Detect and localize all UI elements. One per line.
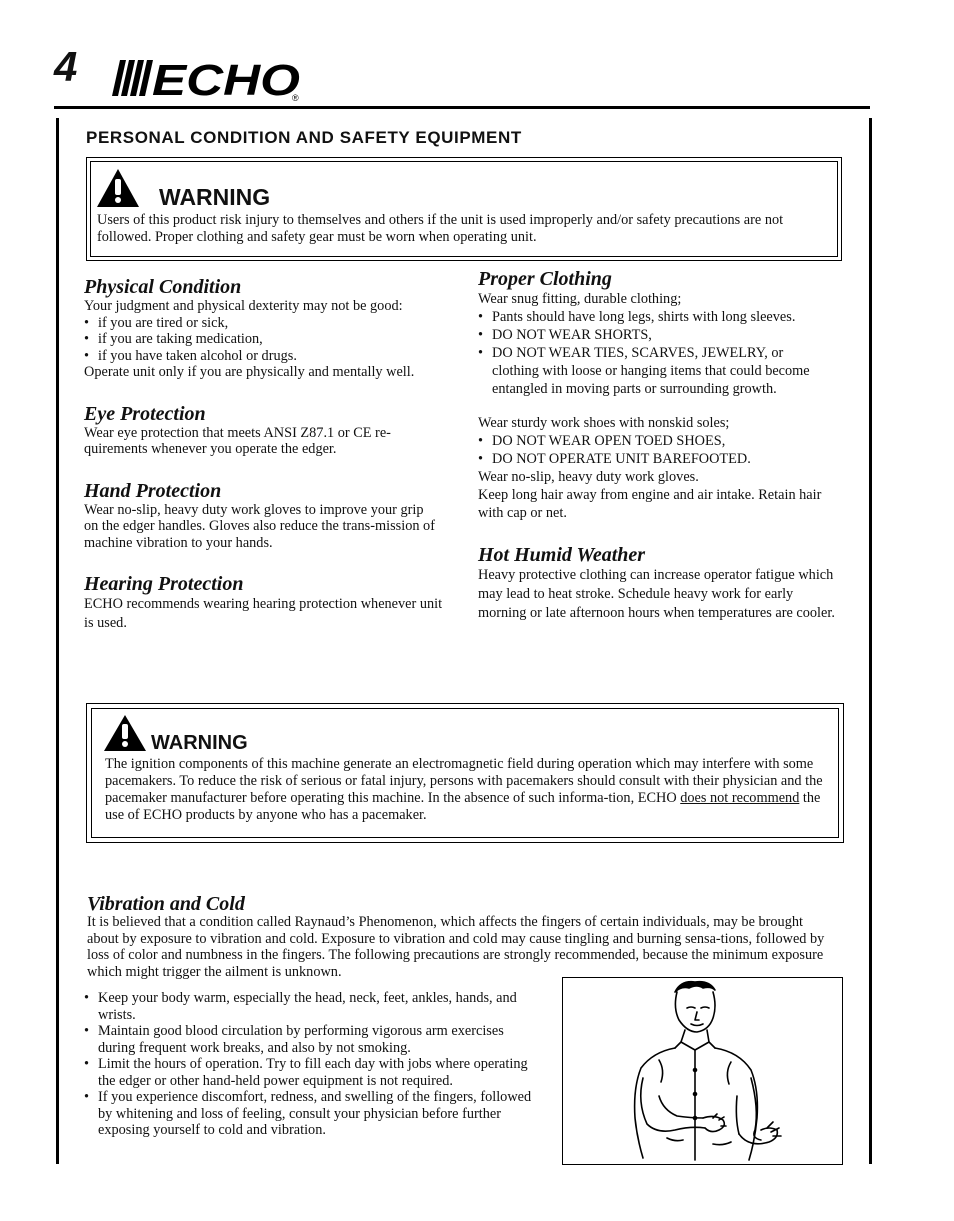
precaution-item: • Keep your body warm, especially the head, neck, feet, ankles, hands, and wrists.	[84, 990, 534, 1023]
clothing-item: • DO NOT WEAR TIES, SCARVES, JEWELRY, or clothing with loose or hanging items that could become entangled in moving parts or surrounding growth.	[478, 344, 822, 398]
warning-label: WARNING	[159, 184, 271, 210]
clothing-intro: Wear snug fitting, durable clothing;	[478, 291, 682, 307]
warning-label: WARNING	[151, 732, 248, 754]
physical-condition-body	[84, 298, 454, 381]
right-column	[478, 268, 840, 623]
warning-box-general	[86, 157, 842, 261]
physical-item: • if you are taking medication,	[84, 331, 454, 348]
hand-protection-section	[84, 480, 454, 552]
page-number: 4	[54, 43, 78, 90]
physical-item: • if you are tired or sick,	[84, 315, 454, 332]
vibration-precautions-list	[84, 990, 534, 1139]
precaution-item: • Maintain good blood circulation by performing vigorous arm exercises during frequent work breaks, and also by not smoking.	[84, 1023, 534, 1056]
physical-outro: Operate unit only if you are physically and mentally well.	[84, 364, 415, 380]
hair-text: Keep long hair away from engine and air intake. Retain hair with cap or net.	[478, 487, 822, 521]
physical-condition-section	[84, 276, 454, 381]
physical-intro: Your judgment and physical dexterity may not be good:	[84, 298, 403, 314]
hand-protection-heading: Hand Protection	[84, 479, 222, 502]
pacemaker-warning-text	[105, 756, 825, 824]
hearing-protection-text: ECHO recommends wearing hearing protection whenever unit is used.	[84, 596, 443, 631]
hot-humid-weather-heading: Hot Humid Weather	[478, 544, 646, 566]
precaution-item: • If you experience discomfort, redness, and swelling of the fingers, followed by whitening and loss of feeling, consult your physician before further exposing yourself to cold and vibration.	[84, 1089, 534, 1139]
man-with-cold-hands-illustration	[563, 978, 842, 1164]
section-title: PERSONAL CONDITION AND SAFETY EQUIPMENT	[86, 128, 522, 147]
warning-box-pacemaker	[86, 703, 844, 843]
proper-clothing-heading: Proper Clothing	[478, 268, 612, 290]
logo-wordmark: ECHO	[152, 56, 300, 102]
header-rule	[54, 106, 870, 109]
shoes-intro: Wear sturdy work shoes with nonskid soles;	[478, 415, 730, 431]
pacemaker-text-start: The ignition components of this machine generate an electromagnetic field during operation which may interfere with some pacemakers. To reduce the risk of serious or fatal injury, persons with pacemakers should consult with their physician and the pacemaker manufacturer before operating this machine. In the absence of such informa-tion, ECHO	[105, 756, 823, 806]
clothing-item: • Pants should have long legs, shirts with long sleeves.	[478, 308, 840, 326]
precaution-item: • Limit the hours of operation. Try to fill each day with jobs where operating the edger or other hand-held power equipment is not required.	[84, 1056, 534, 1089]
pacemaker-text-end: the use of ECHO products by anyone who has a pacemaker.	[105, 790, 821, 823]
eye-protection-heading: Eye Protection	[84, 402, 206, 425]
proper-clothing-section	[478, 268, 840, 522]
eye-protection-section	[84, 403, 454, 458]
right-margin-rule	[869, 118, 872, 1164]
proper-clothing-body	[478, 290, 840, 522]
left-margin-rule	[56, 118, 59, 1164]
hand-protection-text: Wear no-slip, heavy duty work gloves to improve your grip on the edger handles. Gloves also reduce the trans-mission of machine vibration to your hands.	[84, 501, 435, 551]
left-column	[84, 276, 454, 633]
warning-triangle-icon	[103, 714, 147, 752]
registered-mark: ®	[292, 93, 299, 102]
shoes-item: • DO NOT OPERATE UNIT BAREFOOTED.	[478, 450, 840, 468]
warning-triangle-icon	[96, 168, 140, 208]
vibration-cold-heading: Vibration and Cold	[87, 893, 245, 915]
physical-item: • if you have taken alcohol or drugs.	[84, 348, 454, 365]
warning-text: Users of this product risk injury to themselves and others if the unit is used improperly and/or safety precautions are not followed. Proper clothing and safety gear must be worn when operating unit.	[97, 212, 784, 245]
hearing-protection-section	[84, 573, 454, 633]
hearing-protection-heading: Hearing Protection	[84, 573, 244, 595]
does-not-recommend-text: does not recommend	[680, 790, 800, 806]
physical-condition-heading: Physical Condition	[84, 276, 242, 298]
hot-humid-weather-text: Heavy protective clothing can increase operator fatigue which may lead to heat stroke. Schedule heavy work for early morning or late afternoon hours when temperatures are cooler.	[478, 567, 835, 621]
cold-hands-illustration-frame	[562, 977, 843, 1165]
shoes-item: • DO NOT WEAR OPEN TOED SHOES,	[478, 432, 840, 450]
vibration-cold-intro: It is believed that a condition called Raynaud’s Phenomenon, which affects the fingers of certain individuals, may be brought about by exposure to vibration and cold. Exposure to vibration and cold may cause tingling and burning sensa-tions, followed by loss of color and numbness in the fingers. The following precautions are strongly recommended, because the minimum exposure which might trigger the ailment is unknown.	[87, 914, 825, 980]
echo-logo	[110, 56, 305, 102]
gloves-text: Wear no-slip, heavy duty work gloves.	[478, 469, 699, 485]
eye-protection-text: Wear eye protection that meets ANSI Z87.1 or CE re-quirements whenever you operate the edger.	[84, 424, 391, 457]
hot-humid-weather-section	[478, 544, 840, 623]
clothing-item: • DO NOT WEAR SHORTS,	[478, 326, 840, 344]
